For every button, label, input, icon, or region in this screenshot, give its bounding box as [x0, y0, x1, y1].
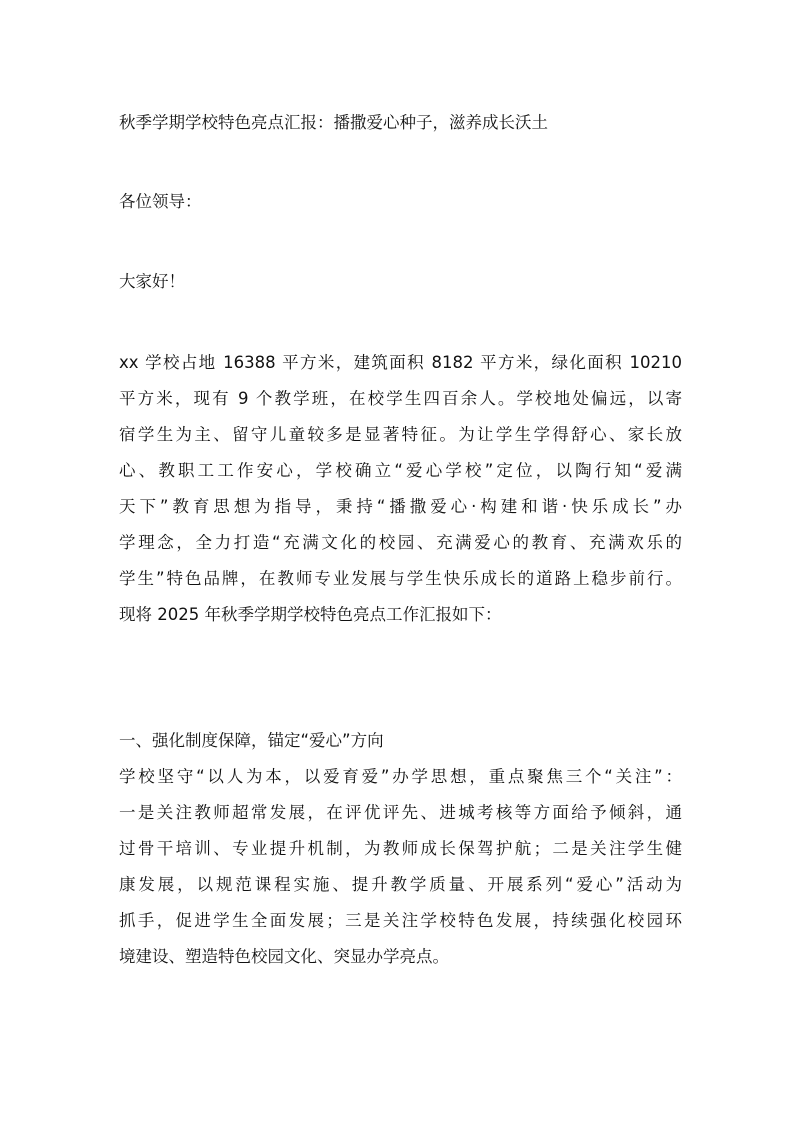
paragraph-line: xx 学校占地 16388 平方米，建筑面积 8182 平方米，绿化面积 10210 [119, 353, 682, 372]
document-title [119, 105, 682, 141]
paragraph-line: 境建设、塑造特色校园文化、突显办学亮点。 [119, 947, 449, 966]
salutation-text: 各位领导： [119, 192, 202, 211]
paragraph-line: 学理念，全力打造“充满文化的校园、充满爱心的教育、充满欢乐的 [119, 533, 682, 552]
greeting-text: 大家好！ [119, 272, 185, 291]
paragraph-line: 天下”教育思想为指导，秉持“播撒爱心·构建和谐·快乐成长”办 [119, 497, 682, 516]
paragraph-line: 宿学生为主、留守儿童较多是显著特征。为让学生学得舒心、家长放 [119, 425, 682, 444]
paragraph-line: 一是关注教师超常发展，在评优评先、进城考核等方面给予倾斜，通 [119, 803, 682, 822]
paragraph-line: 学校坚守“以人为本，以爱育爱”办学思想，重点聚焦三个“关注”： [119, 767, 682, 786]
salutation [119, 184, 682, 220]
paragraph-line: 过骨干培训、专业提升机制，为教师成长保驾护航；二是关注学生健 [119, 839, 682, 858]
greeting [119, 264, 682, 300]
paragraph-line: 抓手，促进学生全面发展；三是关注学校特色发展，持续强化校园环 [119, 911, 682, 930]
intro-paragraph [119, 345, 682, 633]
paragraph-line: 康发展，以规范课程实施、提升教学质量、开展系列“爱心”活动为 [119, 875, 682, 894]
paragraph-line: 心、教职工工作安心，学校确立“爱心学校”定位，以陶行知“爱满 [119, 461, 682, 480]
paragraph-line: 现将 2025 年秋季学期学校特色亮点工作汇报如下： [119, 605, 502, 624]
paragraph-line: 学生”特色品牌，在教师专业发展与学生快乐成长的道路上稳步前行。 [119, 569, 682, 588]
section-heading: 一、强化制度保障，锚定“爱心”方向 [119, 731, 384, 750]
section-1 [119, 723, 682, 975]
title-text: 秋季学期学校特色亮点汇报：播撒爱心种子，滋养成长沃土 [119, 113, 548, 132]
paragraph-line: 平方米，现有 9 个教学班，在校学生四百余人。学校地处偏远，以寄 [119, 389, 682, 408]
